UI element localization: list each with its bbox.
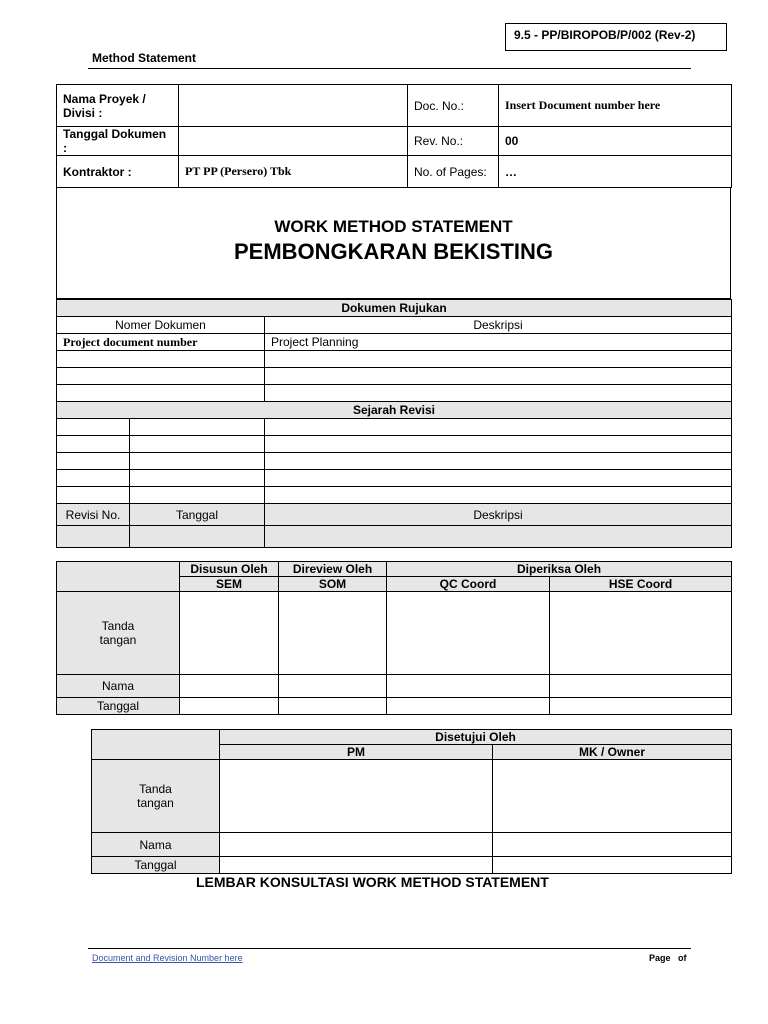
nomer-dokumen-header: Nomer Dokumen — [57, 317, 265, 334]
rujukan-nomer-cell[interactable]: Project document number — [57, 334, 265, 351]
doc-no-label: Doc. No.: — [408, 85, 499, 127]
mk-owner-header: MK / Owner — [493, 745, 732, 760]
revisi-tanggal-cell[interactable] — [130, 470, 265, 487]
approval-corner-cell — [92, 730, 220, 760]
revisi-no-header: Revisi No. — [57, 504, 130, 526]
no-of-pages-label: No. of Pages: — [408, 156, 499, 188]
footer-divider — [88, 948, 691, 949]
statement-subtitle: WORK METHOD STATEMENT — [274, 217, 513, 236]
sem-header: SEM — [180, 577, 279, 592]
revisi-deskripsi-cell[interactable] — [265, 453, 732, 470]
nama-label: Nama — [92, 833, 220, 857]
nama-proyek-label: Nama Proyek / Divisi : — [57, 85, 179, 127]
rujukan-deskripsi-cell[interactable] — [265, 351, 732, 368]
revisi-no-cell[interactable] — [57, 453, 130, 470]
revisi-tanggal-cell[interactable] — [130, 436, 265, 453]
revisi-tanggal-header: Tanggal — [130, 504, 265, 526]
signature-box-sem[interactable] — [180, 592, 279, 675]
tanda-tangan-label: Tanda tangan — [57, 592, 180, 675]
revisi-no-cell[interactable] — [57, 436, 130, 453]
signature-box-qc-coord[interactable] — [387, 592, 550, 675]
revisi-tanggal-cell[interactable] — [130, 419, 265, 436]
sejarah-revisi-heading: Sejarah Revisi — [57, 402, 732, 419]
rujukan-nomer-cell[interactable] — [57, 351, 265, 368]
tanggal-field-pm[interactable] — [220, 857, 493, 874]
revisi-no-cell[interactable] — [57, 526, 130, 548]
signature-box-mk-owner[interactable] — [493, 760, 732, 833]
revisi-deskripsi-cell[interactable] — [265, 419, 732, 436]
no-of-pages-field[interactable]: … — [499, 156, 732, 188]
statement-title: PEMBONGKARAN BEKISTING — [233, 239, 553, 264]
nama-field-qc-coord[interactable] — [387, 675, 550, 698]
dokumen-rujukan-heading: Dokumen Rujukan — [57, 300, 732, 317]
tanggal-dokumen-field[interactable] — [179, 127, 408, 156]
project-info-table — [56, 84, 732, 188]
nama-label: Nama — [57, 675, 180, 698]
revisi-tanggal-cell[interactable] — [130, 487, 265, 504]
header-divider — [88, 68, 691, 69]
rujukan-deskripsi-cell[interactable] — [265, 368, 732, 385]
deskripsi-header: Deskripsi — [265, 317, 732, 334]
statement-title-box — [56, 187, 731, 299]
tanggal-field-som[interactable] — [279, 698, 387, 715]
kontraktor-label: Kontraktor : — [57, 156, 179, 188]
pm-header: PM — [220, 745, 493, 760]
revisi-no-cell[interactable] — [57, 487, 130, 504]
direview-oleh-header: Direview Oleh — [279, 562, 387, 577]
signature-box-hse-coord[interactable] — [550, 592, 732, 675]
hse-coord-header: HSE Coord — [550, 577, 732, 592]
revisi-deskripsi-header: Deskripsi — [265, 504, 732, 526]
diperiksa-oleh-header: Diperiksa Oleh — [387, 562, 732, 577]
tanggal-label: Tanggal — [92, 857, 220, 874]
revisi-tanggal-cell[interactable] — [130, 453, 265, 470]
tanggal-field-mk-owner[interactable] — [493, 857, 732, 874]
revisi-deskripsi-cell[interactable] — [265, 470, 732, 487]
rujukan-nomer-cell[interactable] — [57, 368, 265, 385]
revisi-no-cell[interactable] — [57, 470, 130, 487]
signature-table-approvers — [91, 729, 732, 874]
tanggal-label: Tanggal — [57, 698, 180, 715]
nama-field-hse-coord[interactable] — [550, 675, 732, 698]
tanggal-field-sem[interactable] — [180, 698, 279, 715]
rujukan-nomer-cell[interactable] — [57, 385, 265, 402]
disetujui-oleh-header: Disetujui Oleh — [220, 730, 732, 745]
rev-no-label: Rev. No.: — [408, 127, 499, 156]
footer-document-link[interactable]: Document and Revision Number here — [92, 953, 243, 963]
tanggal-field-qc-coord[interactable] — [387, 698, 550, 715]
revisi-tanggal-cell[interactable] — [130, 526, 265, 548]
lembar-konsultasi-title: LEMBAR KONSULTASI WORK METHOD STATEMENT — [196, 874, 549, 890]
som-header: SOM — [279, 577, 387, 592]
nama-field-sem[interactable] — [180, 675, 279, 698]
footer-page-number: Page of — [649, 953, 687, 963]
nama-field-pm[interactable] — [220, 833, 493, 857]
revisi-deskripsi-cell[interactable] — [265, 487, 732, 504]
doc-no-field[interactable]: Insert Document number here — [499, 85, 732, 127]
reference-revision-table — [56, 299, 732, 548]
kontraktor-field[interactable]: PT PP (Persero) Tbk — [179, 156, 408, 188]
document-code-box: 9.5 - PP/BIROPOB/P/002 (Rev-2) — [505, 23, 727, 51]
nama-proyek-field[interactable] — [179, 85, 408, 127]
nama-field-som[interactable] — [279, 675, 387, 698]
rev-no-field[interactable]: 00 — [499, 127, 732, 156]
qc-coord-header: QC Coord — [387, 577, 550, 592]
tanda-tangan-label: Tanda tangan — [92, 760, 220, 833]
nama-field-mk-owner[interactable] — [493, 833, 732, 857]
revisi-no-cell[interactable] — [57, 419, 130, 436]
tanggal-field-hse-coord[interactable] — [550, 698, 732, 715]
signature-corner-cell — [57, 562, 180, 592]
signature-box-pm[interactable] — [220, 760, 493, 833]
signature-box-som[interactable] — [279, 592, 387, 675]
tanggal-dokumen-label: Tanggal Dokumen : — [57, 127, 179, 156]
revisi-deskripsi-cell[interactable] — [265, 526, 732, 548]
rujukan-deskripsi-cell[interactable]: Project Planning — [265, 334, 732, 351]
disusun-oleh-header: Disusun Oleh — [180, 562, 279, 577]
header-title: Method Statement — [92, 51, 197, 65]
rujukan-deskripsi-cell[interactable] — [265, 385, 732, 402]
signature-table-preparers — [56, 561, 732, 715]
revisi-deskripsi-cell[interactable] — [265, 436, 732, 453]
